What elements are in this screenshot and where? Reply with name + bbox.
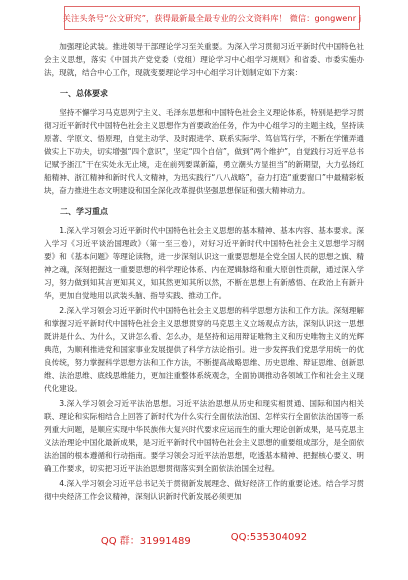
study-item-1: 1.深入学习领会习近平新时代中国特色社会主义思想的基本精神、基本内容、基本要求。深入学习《习近平谈治国理政》（第一至三卷），对好习近平新时代中国特色社会主义思想学习纲要》和《基本问题》等理论读物，进一步深刻认识这一重要思想是全党全国人民的思想之旗、精神之魂，深刻把握这一重要思想的科学理论体系、内在逻辑脉络和重大原创性贡献，通过深入学习，努力做到知其言更知其义，知其然更知其所以然，不断在思想上有新感悟、在政治上有新升华，更加自觉地用以武装头脑、指导实践、推动工作。: [44, 226, 364, 300]
study-item-4: 4.深入学习领会习近平总书记关于贯彻新发展理念、做好经济工作的重要论述。结合学习贯彻中央经济工作会议精神，深刻认识新时代新发展必须更加: [44, 479, 364, 501]
footer-qq: QQ:535304092: [230, 532, 308, 543]
document-body: [44, 40, 364, 505]
study-item-3: 3.深入学习领会习近平法治思想。习近平法治思想从历史和现实相贯通、国际和国内相关联、理论和实际相结合上回答了新时代为什么实行全面依法治国、怎样实行全面依法治国等一系列重大问题，是顺应实现中华民族伟大复兴时代要求应运而生的重大理论创新成果，是马克思主义法治理论中国化最新成果，是习近平新时代中国特色社会主义思想的重要组成部分，是全面依法治国的根本遵循和行动指南。要学习领会习近平法治思想，吃透基本精神、把握核心要义、明确工作要求，切实把习近平法治思想贯彻落实到全面依法治国全过程。: [44, 399, 364, 473]
intro-paragraph: 加强理论武装。推进领导干部理论学习至关重要。为深入学习贯彻习近平新时代中国特色社会主义思想，落实《中国共产党党委（党组）理论学习中心组学习规则》和省委、市委实施办法，现就，结合中心工作，现就变要理论学习中心组学习计划制定如下方案：: [44, 42, 364, 77]
section-heading-1: 一、总体要求: [60, 89, 108, 98]
study-item-2: 2.深入学习领会习近平新时代中国特色社会主义思想的科学思想方法和工作方法。深刻理解和掌握习近平新时代中国特色社会主义思想贯穿的马克思主义立场观点方法，深刻认识这一思想既讲是什么、为什么，又讲怎么看、怎么办，是坚持和运用辩证唯物主义和历史唯物主义的光辉典范，为顺利推进党和国家事业发展提供了科学方法论指引。进一步发挥我们党思学用统一的优良传统，努力掌握科学思想方法和工作方法，不断提高战略思维、历史思维、辩证思维、创新思维、法治思维、底线思维能力，更加注重整体系统观念，全面协调推动各领域工作和社会主义现代化建设。: [44, 306, 364, 393]
footer-contact: [0, 532, 408, 547]
top-banner: 关注头条号“公文研究”，获得最新最全最专业的公文资料库！ 微信：gongwenr j: [64, 6, 360, 30]
footer-qq-group: QQ 群：31991489: [100, 536, 191, 547]
section-heading-2: 二、学习重点: [60, 207, 108, 216]
section-1-paragraph: 坚持不懈学习马克思列宁主义、毛泽东思想和中国特色社会主义理论体系，特别是把学习贯彻习近平新时代中国特色社会主义思想作为首要政治任务，作为中心组学习的主题主线，坚持读原著、学原文、悟原理，自觉主动学、及时跟进学、联系实际学、笃信笃行学，不断在学懂弄通做实上下功夫，切实增强“四个意识”，坚定“四个自信”，做到“两个维护”，自觉践行习近平总书记赋予浙江“干在实处永无止境，走在前列要谋新篇，勇立潮头方显担当”的新期望，大力弘扬红船精神、浙江精神和新时代人文精神，为迅实践行“八八战略”，奋力打造“重要窗口”中最精彩板块，奋力推进生态文明建设和国全深化改革提供坚强思想保证和强大精神动力。: [44, 108, 364, 195]
